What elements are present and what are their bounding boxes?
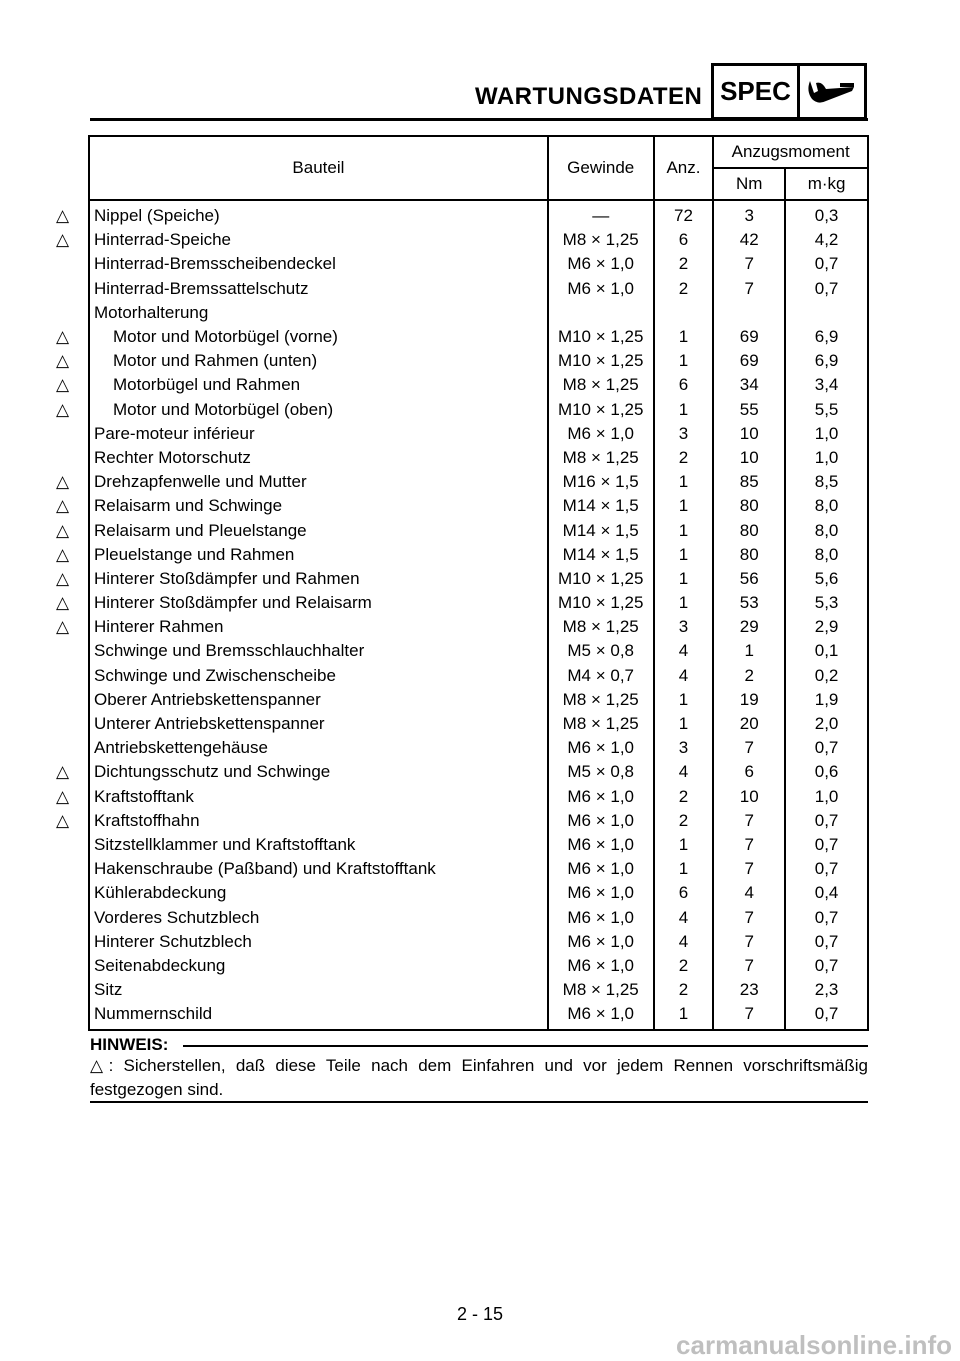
part-cell	[89, 954, 548, 978]
mkg-cell	[785, 301, 868, 325]
table-row	[89, 252, 868, 276]
nm-cell: 7	[713, 833, 785, 857]
part-cell	[89, 277, 548, 301]
qty-cell: 1	[654, 567, 714, 591]
qty-cell: 1	[654, 325, 714, 349]
part-name: Schwinge und Bremsschlauchhalter	[94, 641, 365, 661]
note-rule	[183, 1045, 868, 1047]
part-name: Hinterer Schutzblech	[94, 931, 252, 951]
part-cell	[89, 252, 548, 276]
part-cell	[56, 349, 548, 373]
thread-cell: M6 × 1,0	[548, 277, 654, 301]
part-cell	[89, 905, 548, 929]
col-header-thread: Gewinde	[548, 136, 654, 200]
mkg-cell: 6,9	[785, 325, 868, 349]
part-name: Kraftstoffhahn	[94, 810, 200, 830]
col-header-part: Bauteil	[89, 136, 548, 200]
mkg-cell: 0,7	[785, 857, 868, 881]
triangle-mark-icon: △	[56, 520, 70, 540]
qty-cell: 1	[654, 349, 714, 373]
nm-cell: 56	[713, 567, 785, 591]
mkg-cell: 0,4	[785, 881, 868, 905]
nm-cell: 69	[713, 325, 785, 349]
qty-cell: 1	[654, 494, 714, 518]
part-name: Drehzapfenwelle und Mutter	[94, 472, 307, 492]
triangle-mark-icon: △	[56, 617, 70, 637]
thread-cell: M10 × 1,25	[548, 567, 654, 591]
mkg-cell: 0,3	[785, 200, 868, 228]
part-cell	[89, 930, 548, 954]
qty-cell: 3	[654, 422, 714, 446]
thread-cell: M14 × 1,5	[548, 543, 654, 567]
part-name: Sitzstellklammer und Kraftstofftank	[94, 834, 356, 854]
table-row	[89, 349, 868, 373]
part-name: Relaisarm und Pleuelstange	[94, 520, 307, 540]
thread-cell: M6 × 1,0	[548, 785, 654, 809]
table-row	[89, 446, 868, 470]
table-row	[89, 228, 868, 252]
thread-cell: M10 × 1,25	[548, 398, 654, 422]
thread-cell: M8 × 1,25	[548, 373, 654, 397]
mkg-cell: 2,3	[785, 978, 868, 1002]
thread-cell: M5 × 0,8	[548, 760, 654, 784]
thread-cell: M6 × 1,0	[548, 930, 654, 954]
mkg-cell: 8,0	[785, 518, 868, 542]
nm-cell: 10	[713, 446, 785, 470]
nm-cell: 7	[713, 954, 785, 978]
table-row	[89, 200, 868, 228]
part-cell	[89, 881, 548, 905]
qty-cell: 2	[654, 277, 714, 301]
table-row	[89, 543, 868, 567]
qty-cell: 1	[654, 398, 714, 422]
part-cell	[89, 833, 548, 857]
part-name: Kühlerabdeckung	[94, 883, 227, 903]
qty-cell: 2	[654, 785, 714, 809]
triangle-mark-icon: △	[56, 230, 70, 250]
part-name: Kraftstofftank	[94, 786, 194, 806]
nm-cell: 1	[713, 639, 785, 663]
col-header-mkg: m·kg	[785, 168, 868, 200]
part-name: Sitz	[94, 980, 123, 1000]
thread-cell: M6 × 1,0	[548, 809, 654, 833]
nm-cell: 85	[713, 470, 785, 494]
part-name: Schwinge und Zwischenscheibe	[94, 665, 336, 685]
nm-cell: 7	[713, 277, 785, 301]
nm-cell: 7	[713, 252, 785, 276]
wrench-icon	[800, 66, 864, 117]
part-name: Nummernschild	[94, 1004, 213, 1024]
mkg-cell: 8,5	[785, 470, 868, 494]
mkg-cell: 1,0	[785, 422, 868, 446]
thread-cell: M8 × 1,25	[548, 446, 654, 470]
qty-cell: 1	[654, 712, 714, 736]
qty-cell: 1	[654, 518, 714, 542]
mkg-cell: 0,7	[785, 833, 868, 857]
triangle-mark-icon: △	[56, 568, 70, 588]
thread-cell: M10 × 1,25	[548, 325, 654, 349]
table-row	[89, 736, 868, 760]
table-row	[89, 760, 868, 784]
triangle-mark-icon: △	[56, 786, 70, 806]
qty-cell: 4	[654, 905, 714, 929]
nm-cell: 34	[713, 373, 785, 397]
part-cell	[89, 446, 548, 470]
table-row	[89, 325, 868, 349]
part-cell	[89, 639, 548, 663]
nm-cell: 69	[713, 349, 785, 373]
part-name: Motor und Rahmen (unten)	[113, 351, 318, 371]
mkg-cell: 0,7	[785, 277, 868, 301]
qty-cell: 4	[654, 664, 714, 688]
qty-cell: 1	[654, 591, 714, 615]
thread-cell: M14 × 1,5	[548, 494, 654, 518]
part-cell	[56, 591, 548, 615]
qty-cell: 72	[654, 200, 714, 228]
thread-cell: M8 × 1,25	[548, 228, 654, 252]
table-row	[89, 664, 868, 688]
mkg-cell: 8,0	[785, 543, 868, 567]
qty-cell: 6	[654, 228, 714, 252]
part-cell	[56, 494, 548, 518]
part-cell	[56, 398, 548, 422]
part-name: Hinterer Rahmen	[94, 617, 224, 637]
col-header-torque: Anzugsmoment	[713, 136, 868, 168]
thread-cell: M5 × 0,8	[548, 639, 654, 663]
col-header-qty: Anz.	[654, 136, 714, 200]
table-row	[89, 809, 868, 833]
part-cell	[89, 1002, 548, 1030]
nm-cell: 7	[713, 930, 785, 954]
mkg-cell: 0,7	[785, 252, 868, 276]
mkg-cell: 8,0	[785, 494, 868, 518]
mkg-cell: 0,7	[785, 1002, 868, 1030]
thread-cell: M16 × 1,5	[548, 470, 654, 494]
part-name: Motor und Motorbügel (vorne)	[113, 327, 338, 347]
part-name: Seitenabdeckung	[94, 955, 226, 975]
part-name: Hakenschraube (Paßband) und Kraftstofftank	[94, 859, 436, 879]
nm-cell: 29	[713, 615, 785, 639]
nm-cell: 80	[713, 518, 785, 542]
thread-cell: M6 × 1,0	[548, 954, 654, 978]
qty-cell: 1	[654, 1002, 714, 1030]
mkg-cell: 5,3	[785, 591, 868, 615]
table-row	[89, 1002, 868, 1030]
table-row	[89, 857, 868, 881]
thread-cell: M8 × 1,25	[548, 712, 654, 736]
thread-cell: M6 × 1,0	[548, 857, 654, 881]
col-header-nm: Nm	[713, 168, 785, 200]
triangle-mark-icon: △	[56, 472, 70, 492]
part-name: Relaisarm und Schwinge	[94, 496, 283, 516]
mkg-cell: 0,7	[785, 736, 868, 760]
part-name: Motor und Motorbügel (oben)	[113, 399, 334, 419]
qty-cell: 2	[654, 446, 714, 470]
qty-cell: 3	[654, 736, 714, 760]
mkg-cell: 0,1	[785, 639, 868, 663]
qty-cell: 3	[654, 615, 714, 639]
mkg-cell: 0,7	[785, 809, 868, 833]
nm-cell: 7	[713, 736, 785, 760]
part-name: Pare-moteur inférieur	[94, 423, 255, 443]
triangle-mark-icon: △	[56, 762, 70, 782]
triangle-mark-icon: △	[56, 375, 70, 395]
page-title: WARTUNGSDATEN	[475, 83, 703, 110]
part-name: Unterer Antriebskettenspanner	[94, 714, 325, 734]
nm-cell: 7	[713, 809, 785, 833]
nm-cell: 19	[713, 688, 785, 712]
part-cell	[56, 200, 548, 228]
mkg-cell: 1,9	[785, 688, 868, 712]
part-cell	[56, 809, 548, 833]
part-name: Hinterer Stoßdämpfer und Relaisarm	[94, 593, 372, 613]
part-name: Hinterrad-Bremsscheibendeckel	[94, 254, 336, 274]
thread-cell: M6 × 1,0	[548, 1002, 654, 1030]
part-cell	[56, 325, 548, 349]
triangle-mark-icon: △	[56, 593, 70, 613]
table-row	[89, 470, 868, 494]
part-name: Hinterrad-Bremssattelschutz	[94, 278, 309, 298]
qty-cell: 1	[654, 833, 714, 857]
triangle-mark-icon: △	[56, 351, 70, 371]
mkg-cell: 3,4	[785, 373, 868, 397]
nm-cell: 80	[713, 494, 785, 518]
thread-cell: M6 × 1,0	[548, 736, 654, 760]
spec-badge	[711, 63, 867, 120]
mkg-cell: 5,5	[785, 398, 868, 422]
qty-cell: 1	[654, 543, 714, 567]
nm-cell: 10	[713, 785, 785, 809]
table-row	[89, 712, 868, 736]
thread-cell: M8 × 1,25	[548, 978, 654, 1002]
part-name: Dichtungsschutz und Schwinge	[94, 762, 331, 782]
thread-cell: M6 × 1,0	[548, 252, 654, 276]
part-cell	[56, 615, 548, 639]
qty-cell: 2	[654, 954, 714, 978]
nm-cell: 23	[713, 978, 785, 1002]
thread-cell: M10 × 1,25	[548, 591, 654, 615]
table-row	[89, 277, 868, 301]
nm-cell: 55	[713, 398, 785, 422]
table-row	[89, 567, 868, 591]
mkg-cell: 0,7	[785, 930, 868, 954]
part-cell	[89, 978, 548, 1002]
table-row	[89, 785, 868, 809]
qty-cell	[654, 301, 714, 325]
part-cell	[56, 373, 548, 397]
part-cell	[89, 712, 548, 736]
nm-cell	[713, 301, 785, 325]
part-name: Rechter Motorschutz	[94, 447, 251, 467]
page-number: 2 - 15	[456, 1304, 504, 1324]
torque-table	[56, 135, 869, 1031]
qty-cell: 2	[654, 252, 714, 276]
note-text: △: Sicherstellen, daß diese Teile nach dem Einfahren und vor jedem Rennen vorschriftsmäßig festgezogen sind.	[90, 1056, 868, 1099]
part-cell	[89, 736, 548, 760]
nm-cell: 10	[713, 422, 785, 446]
part-name: Hinterrad-Speiche	[94, 230, 232, 250]
nm-cell: 20	[713, 712, 785, 736]
qty-cell: 2	[654, 809, 714, 833]
table-row	[89, 881, 868, 905]
table-row	[89, 301, 868, 325]
table-row	[89, 688, 868, 712]
mkg-cell: 1,0	[785, 785, 868, 809]
part-name: Hinterer Stoßdämpfer und Rahmen	[94, 568, 360, 588]
part-cell	[56, 228, 548, 252]
qty-cell: 6	[654, 373, 714, 397]
thread-cell: M8 × 1,25	[548, 615, 654, 639]
triangle-mark-icon: △	[56, 544, 70, 564]
part-name: Pleuelstange und Rahmen	[94, 544, 295, 564]
nm-cell: 2	[713, 664, 785, 688]
mkg-cell: 2,0	[785, 712, 868, 736]
nm-cell: 7	[713, 857, 785, 881]
part-name: Antriebskettengehäuse	[94, 738, 268, 758]
table-row	[89, 833, 868, 857]
thread-cell: M14 × 1,5	[548, 518, 654, 542]
table-row	[89, 373, 868, 397]
triangle-mark-icon: △	[56, 399, 70, 419]
qty-cell: 4	[654, 930, 714, 954]
part-cell	[89, 664, 548, 688]
triangle-mark-icon: △	[56, 496, 70, 516]
table-row	[89, 930, 868, 954]
qty-cell: 2	[654, 978, 714, 1002]
mkg-cell: 4,2	[785, 228, 868, 252]
mkg-cell: 0,7	[785, 954, 868, 978]
table-row	[89, 518, 868, 542]
part-cell	[56, 518, 548, 542]
table-row	[89, 978, 868, 1002]
nm-cell: 3	[713, 200, 785, 228]
mkg-cell: 6,9	[785, 349, 868, 373]
table-body	[56, 200, 868, 1030]
triangle-mark-icon: △	[56, 327, 70, 347]
qty-cell: 4	[654, 760, 714, 784]
part-cell	[56, 760, 548, 784]
part-cell	[56, 567, 548, 591]
mkg-cell: 0,6	[785, 760, 868, 784]
part-cell	[56, 470, 548, 494]
table-row	[89, 639, 868, 663]
nm-cell: 6	[713, 760, 785, 784]
watermark: carmanualsonline.info	[676, 1330, 952, 1360]
part-name: Motorbügel und Rahmen	[113, 375, 301, 395]
mkg-cell: 0,2	[785, 664, 868, 688]
part-cell	[56, 543, 548, 567]
table-row	[89, 591, 868, 615]
nm-cell: 80	[713, 543, 785, 567]
part-name: Motorhalterung	[94, 302, 209, 322]
nm-cell: 7	[713, 905, 785, 929]
note-label: HINWEIS:	[90, 1035, 169, 1054]
note-rule-bottom	[90, 1101, 868, 1103]
thread-cell: M6 × 1,0	[548, 905, 654, 929]
part-cell	[56, 785, 548, 809]
mkg-cell: 0,7	[785, 905, 868, 929]
qty-cell: 1	[654, 470, 714, 494]
table-row	[89, 422, 868, 446]
thread-cell: —	[548, 200, 654, 228]
part-cell	[89, 688, 548, 712]
table-row	[89, 398, 868, 422]
nm-cell: 53	[713, 591, 785, 615]
spec-label: SPEC	[714, 66, 800, 117]
part-name: Oberer Antriebskettenspanner	[94, 689, 321, 709]
triangle-mark-icon: △	[56, 810, 70, 830]
qty-cell: 1	[654, 857, 714, 881]
table-row	[89, 954, 868, 978]
part-name: Vorderes Schutzblech	[94, 907, 260, 927]
qty-cell: 6	[654, 881, 714, 905]
table-row	[89, 615, 868, 639]
qty-cell: 1	[654, 688, 714, 712]
qty-cell: 4	[654, 639, 714, 663]
mkg-cell: 1,0	[785, 446, 868, 470]
thread-cell: M4 × 0,7	[548, 664, 654, 688]
mkg-cell: 5,6	[785, 567, 868, 591]
thread-cell: M10 × 1,25	[548, 349, 654, 373]
part-cell	[89, 422, 548, 446]
nm-cell: 7	[713, 1002, 785, 1030]
table-row	[89, 494, 868, 518]
thread-cell: M6 × 1,0	[548, 422, 654, 446]
thread-cell: M8 × 1,25	[548, 688, 654, 712]
table-row	[89, 905, 868, 929]
part-cell	[89, 301, 548, 325]
thread-cell: M6 × 1,0	[548, 833, 654, 857]
part-name: Nippel (Speiche)	[94, 206, 220, 226]
triangle-mark-icon: △	[56, 206, 70, 226]
part-cell	[89, 857, 548, 881]
nm-cell: 42	[713, 228, 785, 252]
thread-cell: M6 × 1,0	[548, 881, 654, 905]
thread-cell	[548, 301, 654, 325]
mkg-cell: 2,9	[785, 615, 868, 639]
nm-cell: 4	[713, 881, 785, 905]
